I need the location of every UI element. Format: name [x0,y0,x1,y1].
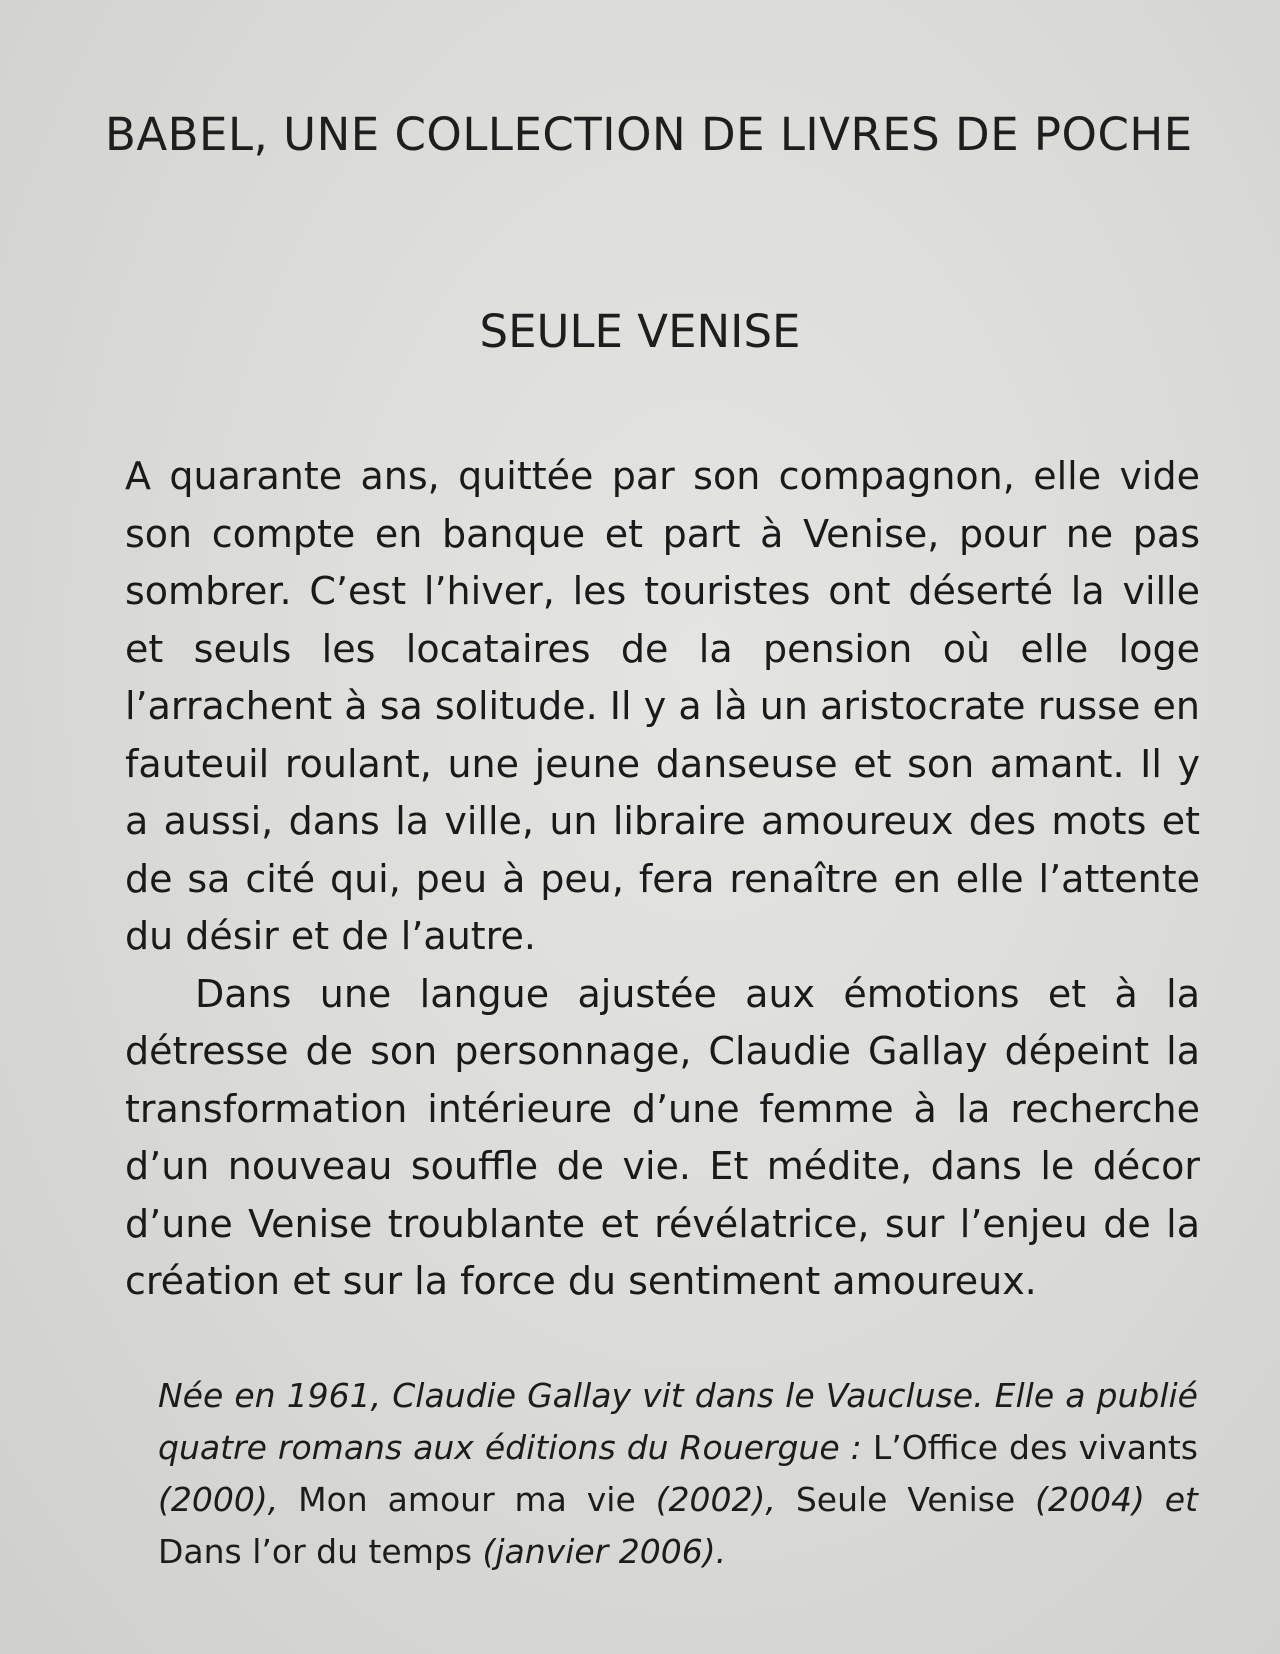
book-year-2002: (2002), [635,1480,796,1519]
summary-paragraph-2: Dans une langue ajustée aux émotions et à la détresse de son personnage, Claudie Gallay dépeint la transformation intérieure d’une femme à la recherche d’un nouveau souffle de vie. Et médite, dans le décor d’une Venise troublante et révélatrice, sur l’enjeu de la création et sur la force du sentiment amoureux. [125,971,1200,1303]
author-biography [158,1370,1198,1578]
author-note-intro: Née en 1961, Claudie Gallay vit dans le Vaucluse. Elle a publié quatre romans aux éditions du Rouergue : [158,1376,1198,1467]
book-year-2004: (2004) [1015,1480,1165,1519]
series-title: BABEL, UNE COLLECTION DE LIVRES DE POCHE [105,108,1193,161]
book-year-2000: (2000), [158,1480,299,1519]
book-year-2006: (janvier 2006). [472,1532,727,1571]
book-title-seule-venise: Seule Venise [795,1480,1016,1519]
summary-paragraph-1: A quarante ans, quittée par son compagnon, elle vide son compte en banque et part à Venise, pour ne pas sombrer. C’est l’hiver, les touristes ont déserté la ville et seuls les locataires de la pension où elle loge l’arrachent à sa solitude. Il y a là un aristocrate russe en fauteuil roulant, une jeune danseuse et son amant. Il y a aussi, dans la ville, un libraire amoureux des mots et de sa cité qui, peu à peu, fera renaître en elle l’attente du désir et de l’autre. [125,454,1200,958]
book-title: SEULE VENISE [479,305,801,358]
author-note-connector: et [1164,1480,1198,1519]
book-title-office-des-vivants: L’Office des vivants [872,1428,1198,1467]
book-summary [125,448,1200,1311]
book-title-dans-l-or-du-temps: Dans l’or du temps [158,1532,473,1571]
book-title-mon-amour-ma-vie: Mon amour ma vie [298,1480,636,1519]
